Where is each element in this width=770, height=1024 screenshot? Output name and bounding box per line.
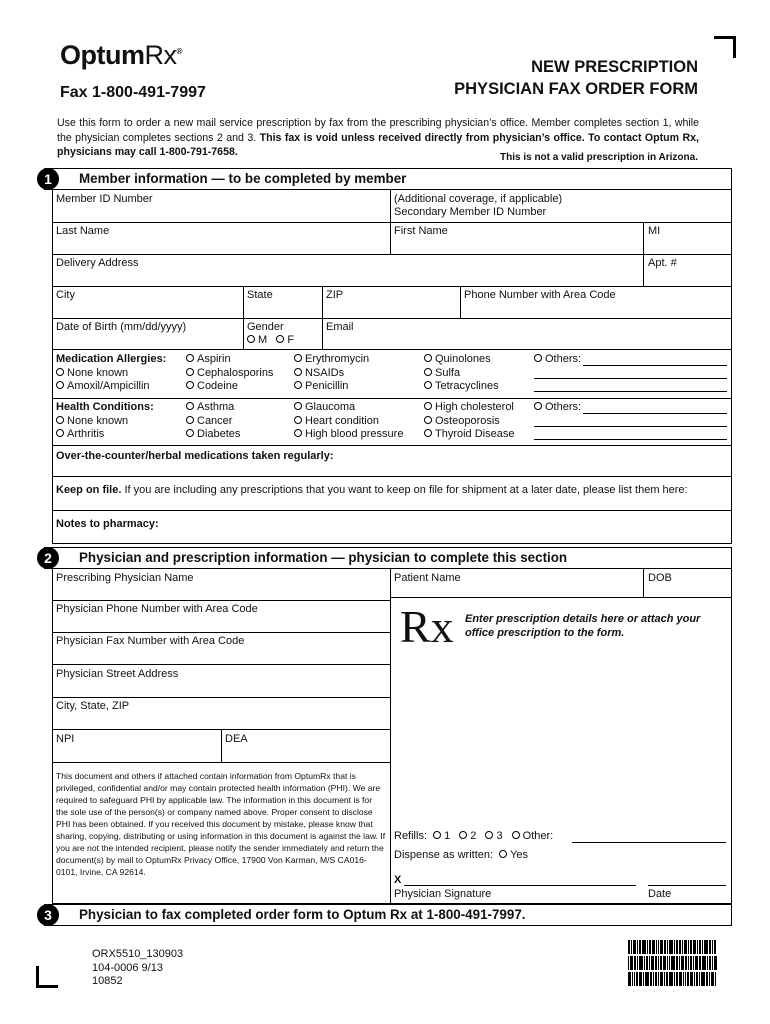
- rx-instructions: Enter prescription details here or attach your office prescription to the form.: [465, 613, 701, 639]
- condition-others-line[interactable]: [583, 413, 727, 414]
- radio-icon: [186, 402, 194, 410]
- zip-field[interactable]: ZIP: [326, 289, 344, 301]
- row-divider: [52, 398, 732, 399]
- radio-icon: [424, 368, 432, 376]
- state-field[interactable]: State: [247, 289, 273, 301]
- col-divider: [643, 569, 644, 597]
- row-divider: [52, 632, 390, 633]
- radio-icon: [56, 429, 64, 437]
- row-divider: [52, 697, 390, 698]
- member-id-field[interactable]: Member ID Number: [56, 193, 153, 205]
- section-1-header: [44, 168, 732, 190]
- allergy-others-line-3[interactable]: [534, 391, 727, 392]
- allergy-sulfa-option[interactable]: [424, 367, 460, 381]
- physician-street-field[interactable]: Physician Street Address: [56, 668, 179, 680]
- condition-glaucoma-option[interactable]: [294, 401, 355, 415]
- allergy-others-option[interactable]: [534, 353, 581, 367]
- allergy-aspirin-option[interactable]: [186, 353, 231, 367]
- conditions-group: [56, 401, 732, 445]
- keep-on-file-field[interactable]: [56, 484, 688, 498]
- radio-icon: [424, 429, 432, 437]
- col-divider: [390, 190, 391, 254]
- dispense-label: Dispense as written:: [394, 849, 494, 861]
- radio-icon: [534, 402, 542, 410]
- section-1-number: 1: [37, 168, 59, 190]
- option-label: Cephalosporins: [197, 366, 274, 379]
- condition-cancer-option[interactable]: [186, 415, 232, 429]
- arizona-notice: This is not a valid prescription in Arizona.: [500, 152, 698, 163]
- patient-dob-field[interactable]: DOB: [648, 572, 672, 584]
- option-label: Thyroid Disease: [435, 428, 515, 440]
- barcode-row: [628, 972, 728, 986]
- refill-1-radio[interactable]: [433, 831, 441, 839]
- gender-f-label: F: [287, 334, 295, 346]
- col-divider: [221, 729, 222, 762]
- condition-arthritis-option[interactable]: [56, 428, 104, 442]
- refill-other-line[interactable]: [572, 842, 726, 843]
- row-divider: [390, 597, 732, 598]
- allergies-label: Medication Allergies:: [56, 353, 167, 365]
- header-fax-number: Fax 1-800-491-7997: [60, 84, 206, 101]
- npi-field[interactable]: NPI: [56, 733, 75, 745]
- section-2-left-border: [52, 569, 53, 904]
- radio-icon: [294, 429, 302, 437]
- gender-label: Gender: [247, 321, 284, 333]
- row-divider: [52, 543, 732, 544]
- dispense-yes-label: Yes: [510, 849, 529, 861]
- condition-diabetes-option[interactable]: [186, 428, 240, 442]
- option-label: None known: [67, 366, 129, 379]
- apt-field[interactable]: Apt. #: [648, 257, 677, 269]
- dob-field[interactable]: Date of Birth (mm/dd/yyyy): [56, 321, 187, 333]
- condition-others-line-3[interactable]: [534, 439, 727, 440]
- option-label: Diabetes: [197, 428, 241, 440]
- radio-icon: [294, 368, 302, 376]
- condition-heart-option[interactable]: [294, 415, 379, 429]
- barcode-row: [628, 940, 728, 954]
- radio-icon: [424, 354, 432, 362]
- rx-symbol-icon: Rx: [400, 601, 454, 652]
- dispense-row: [394, 849, 528, 863]
- radio-icon: [294, 402, 302, 410]
- allergy-none-option[interactable]: [56, 367, 128, 381]
- refills-label: Refills:: [394, 830, 428, 842]
- row-divider: [52, 510, 732, 511]
- condition-none-option[interactable]: [56, 415, 128, 429]
- physician-fax-field[interactable]: Physician Fax Number with Area Code: [56, 635, 245, 647]
- delivery-address-field[interactable]: Delivery Address: [56, 257, 139, 269]
- allergy-cephalosporins-option[interactable]: [186, 367, 273, 381]
- additional-coverage-label: (Additional coverage, if applicable): [394, 193, 563, 205]
- barcode-row: [628, 956, 728, 970]
- option-label: Tetracyclines: [435, 380, 499, 392]
- allergies-group: [56, 353, 732, 397]
- option-label: NSAIDs: [305, 366, 345, 379]
- row-divider: [52, 254, 732, 255]
- option-label: Others:: [545, 401, 582, 413]
- option-label: Osteoporosis: [435, 414, 500, 427]
- row-divider: [52, 762, 390, 763]
- email-field[interactable]: Email: [326, 321, 354, 333]
- section-2-number: 2: [37, 547, 59, 569]
- intro-bold: This fax is void unless received directly from physician’s office. To contact Optum Rx, physicians may call 1-800-791-7658.: [57, 131, 699, 158]
- refill-1-label: 1: [444, 830, 451, 842]
- radio-icon: [534, 354, 542, 362]
- logo-mark: ®: [176, 47, 182, 56]
- radio-icon: [186, 381, 194, 389]
- city-field[interactable]: City: [56, 289, 75, 301]
- option-label: Quinolones: [435, 353, 491, 365]
- logo-rx: Rx: [144, 40, 177, 70]
- date-line[interactable]: [648, 885, 726, 886]
- option-label: Arthritis: [67, 428, 105, 440]
- section-2-header: [44, 547, 732, 569]
- city-state-zip-field[interactable]: City, State, ZIP: [56, 700, 130, 712]
- dispense-yes-radio[interactable]: [499, 850, 507, 858]
- option-label: Sulfa: [435, 366, 461, 379]
- radio-icon: [186, 354, 194, 362]
- allergy-others-line-2[interactable]: [534, 378, 727, 379]
- keep-on-file-text: If you are including any prescriptions that you want to keep on file for shipment at a later date, please list them here:: [121, 484, 688, 496]
- allergy-tetracyclines-option[interactable]: [424, 380, 499, 394]
- corner-mark-top-right: [714, 36, 736, 58]
- row-divider: [52, 664, 390, 665]
- intro-plain: Use this form to order a new mail service prescription by fax from the prescribing physician’s office. Member completes section 1, while the physician completes sections 2 and 3.: [57, 117, 699, 144]
- footer-code-3: 10852: [92, 975, 123, 987]
- section-2-middle-border: [390, 569, 391, 904]
- option-label: Amoxil/Ampicillin: [67, 380, 150, 392]
- gender-m-radio[interactable]: [247, 335, 255, 343]
- form-title-line1: NEW PRESCRIPTION: [531, 58, 698, 76]
- radio-icon: [294, 354, 302, 362]
- option-label: Cancer: [197, 414, 233, 427]
- section-2-right-border: [731, 569, 732, 904]
- refill-3-radio[interactable]: [485, 831, 493, 839]
- signature-line[interactable]: [404, 885, 636, 886]
- option-label: None known: [67, 414, 129, 427]
- condition-bp-option[interactable]: [294, 428, 403, 442]
- allergy-amoxil-option[interactable]: [56, 380, 150, 394]
- section-1-title: Member information — to be completed by member: [79, 171, 407, 186]
- row-divider: [52, 600, 390, 601]
- condition-osteoporosis-option[interactable]: [424, 415, 500, 429]
- allergy-erythromycin-option[interactable]: [294, 353, 369, 367]
- corner-mark-bottom-left: [36, 966, 58, 988]
- section-3-header: [44, 904, 732, 926]
- gender-f-radio[interactable]: [276, 335, 284, 343]
- footer-code-1: ORX5510_130903: [92, 948, 184, 960]
- prescription-details-area[interactable]: [392, 650, 730, 820]
- allergy-penicillin-option[interactable]: [294, 380, 348, 394]
- section-2-title: Physician and prescription information — physician to complete this section: [79, 550, 568, 565]
- footer-code-2: 104-0006 9/13: [92, 961, 163, 974]
- option-label: Erythromycin: [305, 353, 370, 365]
- radio-icon: [294, 416, 302, 424]
- notes-to-pharmacy-field[interactable]: Notes to pharmacy:: [56, 518, 159, 530]
- option-label: High blood pressure: [305, 428, 404, 440]
- option-label: Codeine: [197, 380, 238, 392]
- mi-field[interactable]: MI: [648, 225, 661, 237]
- col-divider: [243, 286, 244, 349]
- otc-medications-field[interactable]: Over-the-counter/herbal medications taken regularly:: [56, 450, 334, 462]
- section-3-title: Physician to fax completed order form to Optum Rx at 1-800-491-7997.: [79, 907, 526, 922]
- condition-others-line-2[interactable]: [534, 426, 727, 427]
- option-label: Aspirin: [197, 353, 231, 365]
- row-divider: [52, 222, 732, 223]
- allergy-nsaids-option[interactable]: [294, 367, 344, 381]
- option-label: Others:: [545, 353, 582, 365]
- footer-codes: [92, 948, 183, 989]
- refill-other-radio[interactable]: [512, 831, 520, 839]
- last-name-field[interactable]: Last Name: [56, 225, 110, 237]
- physician-phone-field[interactable]: Physician Phone Number with Area Code: [56, 603, 258, 615]
- radio-icon: [56, 368, 64, 376]
- refill-2-label: 2: [470, 830, 477, 842]
- section-3-number: 3: [37, 904, 59, 926]
- radio-icon: [294, 381, 302, 389]
- radio-icon: [424, 416, 432, 424]
- gender-m-label: M: [258, 334, 268, 346]
- section-1-left-border: [52, 190, 53, 544]
- refill-2-radio[interactable]: [459, 831, 467, 839]
- dea-field[interactable]: DEA: [225, 733, 248, 745]
- secondary-member-id-field[interactable]: Secondary Member ID Number: [394, 206, 547, 218]
- form-title-line2: PHYSICIAN FAX ORDER FORM: [454, 80, 698, 98]
- signature-x-mark: X: [394, 874, 402, 886]
- gender-options: [247, 334, 294, 348]
- prescribing-physician-field[interactable]: Prescribing Physician Name: [56, 572, 194, 584]
- refill-3-label: 3: [496, 830, 503, 842]
- col-divider: [460, 286, 461, 318]
- refill-other-label: Other:: [522, 830, 554, 842]
- allergy-others-line[interactable]: [583, 365, 727, 366]
- physician-signature-label: Physician Signature: [394, 888, 492, 900]
- conditions-label: Health Conditions:: [56, 401, 154, 413]
- option-label: High cholesterol: [435, 401, 514, 413]
- condition-thyroid-option[interactable]: [424, 428, 514, 442]
- logo-brand: Optum: [60, 40, 145, 70]
- radio-icon: [424, 381, 432, 389]
- col-divider: [643, 222, 644, 286]
- col-divider: [322, 286, 323, 349]
- row-divider: [52, 476, 732, 477]
- keep-on-file-label: Keep on file.: [56, 484, 122, 496]
- refills-row: [394, 830, 553, 844]
- row-divider: [52, 286, 732, 287]
- row-divider: [52, 349, 732, 350]
- optum-rx-logo: [60, 40, 182, 71]
- radio-icon: [186, 368, 194, 376]
- first-name-field[interactable]: First Name: [394, 225, 448, 237]
- condition-others-option[interactable]: [534, 401, 581, 415]
- option-label: Asthma: [197, 401, 235, 413]
- phone-field[interactable]: Phone Number with Area Code: [464, 289, 616, 301]
- allergy-codeine-option[interactable]: [186, 380, 238, 394]
- option-label: Heart condition: [305, 414, 379, 427]
- radio-icon: [186, 429, 194, 437]
- row-divider: [52, 445, 732, 446]
- radio-icon: [56, 416, 64, 424]
- date-label: Date: [648, 888, 672, 900]
- radio-icon: [186, 416, 194, 424]
- privacy-notice: This document and others if attached contain information from OptumRx that is privileged, confidential and/or may contain protected health information (PHI). We are required to safeguard PHI by applicable law. The information in this document is for the sole use of the person(s) or company named above. Proper consent to disclose PHI has been obtained. If you received this document by mistake, please know that sharing, copying, distributing or using information in this document is against the law. If you are not the intended recipient, please notify the sender immediately and return the document(s) by mail to OptumRx Privacy Office, 17900 Von Karman, M/S CA016-0101, Irvine, CA 92614.: [56, 771, 386, 877]
- barcode-icon: [628, 940, 728, 986]
- radio-icon: [424, 402, 432, 410]
- patient-name-field[interactable]: Patient Name: [394, 572, 461, 584]
- radio-icon: [56, 381, 64, 389]
- option-label: Glaucoma: [305, 401, 356, 413]
- condition-asthma-option[interactable]: [186, 401, 234, 415]
- form-title: [454, 56, 698, 100]
- allergy-quinolones-option[interactable]: [424, 353, 491, 367]
- condition-cholesterol-option[interactable]: [424, 401, 514, 415]
- option-label: Penicillin: [305, 380, 349, 392]
- row-divider: [52, 318, 732, 319]
